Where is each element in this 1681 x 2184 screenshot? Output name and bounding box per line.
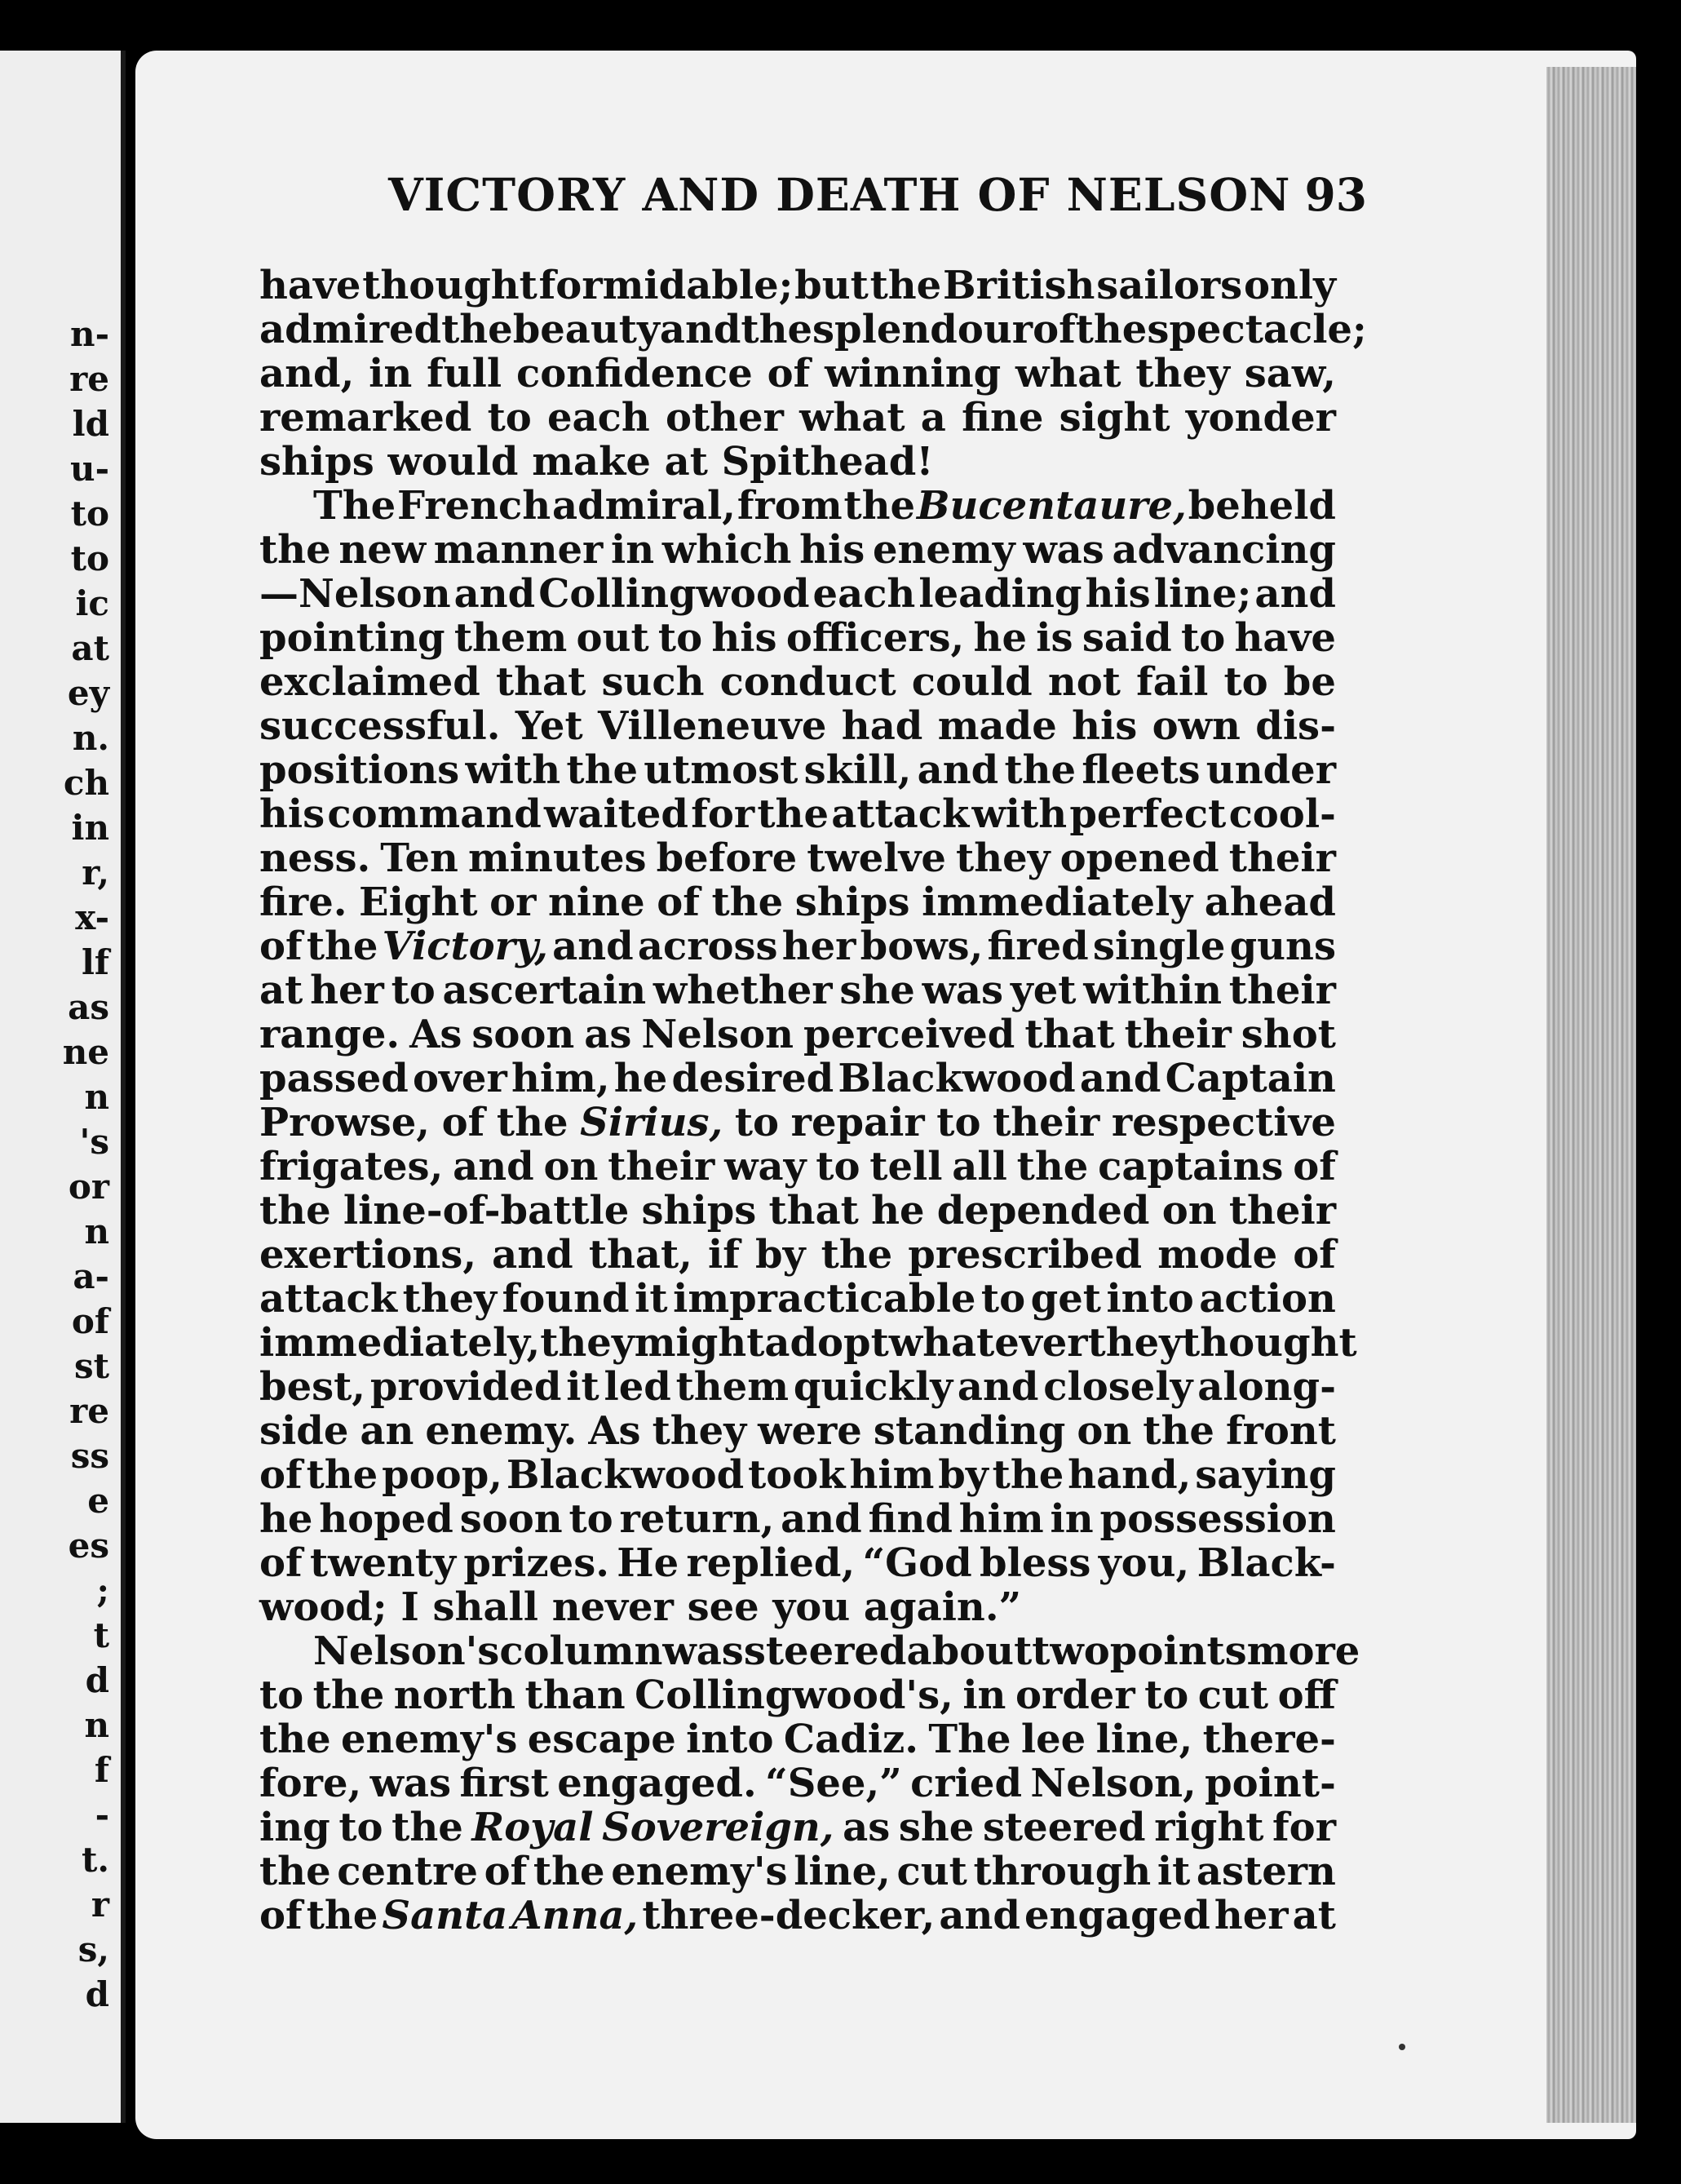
text-line: side an enemy. As they were standing on the front <box>259 1408 1336 1454</box>
left-page-fragment: re <box>69 1391 109 1431</box>
left-page-fragment: n. <box>72 718 109 758</box>
left-page-fragment: s, <box>77 1929 109 1969</box>
left-page-fragment: es <box>68 1526 109 1566</box>
text-line: positions with the utmost skill, and the fleets under <box>259 747 1336 793</box>
text-line: admired the beauty and the splendour of the spectacle; <box>259 307 1367 352</box>
text-line: ness. Ten minutes before twelve they opened their <box>259 835 1336 881</box>
text-line: passed over him, he desired Blackwood and Captain <box>259 1056 1336 1101</box>
text-line: the line-of-battle ships that he depended on their <box>259 1188 1336 1234</box>
text-line: at her to ascertain whether she was yet within their <box>259 968 1336 1013</box>
page-number: 93 <box>1304 167 1367 221</box>
text-line: remarked to each other what a fine sight yonder <box>259 395 1336 441</box>
left-page-fragment: to <box>70 494 109 534</box>
text-line: the centre of the enemy's line, cut through it astern <box>259 1849 1336 1894</box>
text-line: The French admiral, from the Bucentaure, beheld <box>313 483 1336 529</box>
left-facing-page <box>0 51 126 2123</box>
left-page-fragment: e <box>87 1481 109 1521</box>
left-page-fragment: a- <box>73 1256 109 1296</box>
left-page-fragment: as <box>68 987 109 1027</box>
left-page-fragment: x- <box>75 897 109 937</box>
text-line: have thought formidable; but the British sailors only <box>259 263 1336 308</box>
left-page-fragment: d <box>85 1660 109 1700</box>
left-page-fragment: t. <box>81 1840 109 1880</box>
text-line: Prowse, of the Sirius, to repair to their respective <box>259 1100 1336 1145</box>
left-page-fragment: f <box>94 1750 109 1790</box>
text-line: and, in full confidence of winning what they saw, <box>259 351 1336 396</box>
text-line: of the Santa Anna, three-decker, and engaged her at <box>259 1893 1336 1938</box>
running-head <box>388 149 1367 239</box>
text-line: the new manner in which his enemy was advancing <box>259 527 1336 573</box>
text-line: ships would make at Spithead! <box>259 439 934 485</box>
left-page-fragment: ne <box>62 1032 109 1072</box>
left-page-fragment: r, <box>82 853 109 893</box>
text-line: the enemy's escape into Cadiz. The lee line, there- <box>259 1717 1336 1762</box>
text-line: attack they found it impracticable to get into action <box>259 1276 1336 1322</box>
left-page-fragment: ; <box>96 1570 109 1610</box>
left-page-fragment: at <box>71 628 109 668</box>
left-page-fragment: n- <box>70 314 109 354</box>
left-page-fragment: n <box>84 1705 109 1745</box>
text-line: —Nelson and Collingwood each leading his line; and <box>259 571 1336 617</box>
text-line: ing to the Royal Sovereign, as she steered right for <box>259 1805 1336 1850</box>
page-title: VICTORY AND DEATH OF NELSON <box>388 167 1291 221</box>
left-page-fragment: in <box>71 808 109 848</box>
left-page-fragment: ld <box>72 404 109 444</box>
left-page-fragment: n <box>84 1077 109 1117</box>
left-page-fragment: - <box>95 1795 109 1835</box>
text-line: of twenty prizes. He replied, “God bless you, Black- <box>259 1540 1336 1586</box>
left-page-fragment: ey <box>67 673 109 713</box>
text-line: to the north than Collingwood's, in order to cut off <box>259 1672 1336 1718</box>
left-page-fragment: lf <box>81 942 109 982</box>
left-page-fragment: ss <box>70 1436 109 1476</box>
left-page-fragment: ic <box>75 583 109 623</box>
body-text <box>259 263 1367 1938</box>
page-edges <box>1546 67 1636 2123</box>
left-page-fragment: 's <box>79 1122 109 1162</box>
text-line: best, provided it led them quickly and closely along- <box>259 1364 1336 1410</box>
left-page-fragment: r <box>91 1885 109 1925</box>
text-line: Nelson's column was steered about two points more <box>313 1628 1360 1674</box>
text-line: immediately, they might adopt whatever they thought <box>259 1320 1357 1366</box>
text-line: exertions, and that, if by the prescribed mode of <box>259 1232 1336 1278</box>
left-page-fragment: d <box>85 1974 109 2014</box>
ink-speck <box>1399 2044 1405 2050</box>
left-page-fragment: n <box>84 1212 109 1251</box>
text-line: fore, was first engaged. “See,” cried Nelson, point- <box>259 1761 1336 1806</box>
text-line: he hoped soon to return, and find him in possession <box>259 1496 1336 1542</box>
left-page-fragment: u- <box>70 449 109 489</box>
text-line: of the poop, Blackwood took him by the hand, saying <box>259 1452 1336 1498</box>
text-line: pointing them out to his officers, he is said to have <box>259 615 1336 661</box>
left-page-fragment: to <box>70 538 109 578</box>
text-line: successful. Yet Villeneuve had made his own dis- <box>259 703 1336 749</box>
text-line: fire. Eight or nine of the ships immediately ahead <box>259 879 1336 925</box>
text-line: exclaimed that such conduct could not fail to be <box>259 659 1336 705</box>
text-line: range. As soon as Nelson perceived that their shot <box>259 1012 1336 1057</box>
text-line: his command waited for the attack with perfect cool- <box>259 791 1336 837</box>
left-page-fragment: ch <box>63 763 109 803</box>
left-page-fragment: t <box>93 1615 109 1655</box>
left-page-fragment: st <box>73 1346 109 1386</box>
left-page-text-fragments <box>7 312 121 2017</box>
text-line: of the Victory, and across her bows, fired single guns <box>259 924 1336 969</box>
left-page-fragment: of <box>71 1301 109 1341</box>
left-page-fragment: or <box>68 1167 109 1207</box>
left-page-fragment: re <box>69 359 109 399</box>
text-line: frigates, and on their way to tell all the captains of <box>259 1144 1336 1189</box>
text-line: wood; I shall never see you again.” <box>259 1584 1022 1630</box>
